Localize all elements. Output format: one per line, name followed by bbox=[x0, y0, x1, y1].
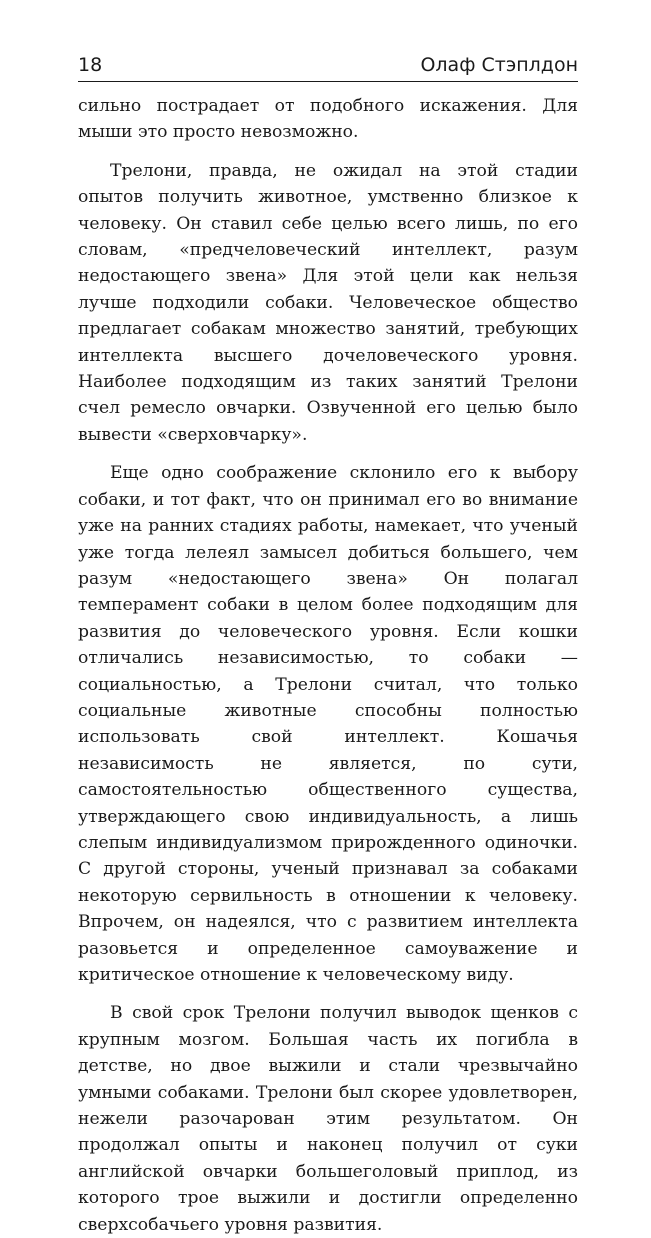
body-text bbox=[78, 93, 578, 1238]
running-title: Олаф Стэплдон bbox=[420, 54, 578, 76]
paragraph: Еще одно соображение склонило его к выбору собаки, и тот факт, что он принимал его во внимание уже на ранних стадиях работы, намекает, что ученый уже тогда лелеял замысел добиться большего, чем разум «недостающего звена» Он полагал темперамент собаки в целом более подходящим для развития до человеческого уровня. Если кошки отличались независимостью, то собаки — социальностью, а Трелони считал, что только социальные животные способны полностью использовать свой интеллект. Кошачья независимость не является, по сути, самостоятельностью общественного существа, утверждающего свою индивидуальность, а лишь слепым индивидуализмом прирожденного одиночки. С другой стороны, ученый признавал за собаками некоторую сервильность в отношении к человеку. Впрочем, он надеялся, что с развитием интеллекта разовьется и определенное самоуважение и критическое отношение к человеческому виду. bbox=[78, 463, 578, 985]
paragraph-continuation: сильно пострадает от подобного искажения. Для мыши это просто невозможно. bbox=[78, 96, 578, 143]
page-number: 18 bbox=[78, 54, 103, 76]
page-header bbox=[78, 46, 578, 80]
paragraph: В свой срок Трелони получил выводок щенков с крупным мозгом. Большая часть их погибла в детстве, но двое выжили и стали чрезвычайно умными собаками. Трелони был скорее удовлетворен, нежели разочарован этим результатом. Он продолжал опыты и наконец получил от суки английской овчарки большеголовый приплод, из которого трое выжили и достигли определенно сверхсобачьего уровня развития. bbox=[78, 1003, 578, 1235]
header-rule bbox=[78, 81, 578, 82]
paragraph: Трелони, правда, не ожидал на этой стадии опытов получить животное, умственно близкое к человеку. Он ставил себе целью всего лишь, по его словам, «предчеловеческий интеллект, разум недостающего звена» Для этой цели как нельзя лучше подходили собаки. Человеческое общество предлагает собакам множество занятий, требующих интеллекта высшего дочеловеческого уровня. Наиболее подходящим из таких занятий Трелони счел ремесло овчарки. Озвученной его целью было вывести «сверховчарку». bbox=[78, 160, 578, 445]
